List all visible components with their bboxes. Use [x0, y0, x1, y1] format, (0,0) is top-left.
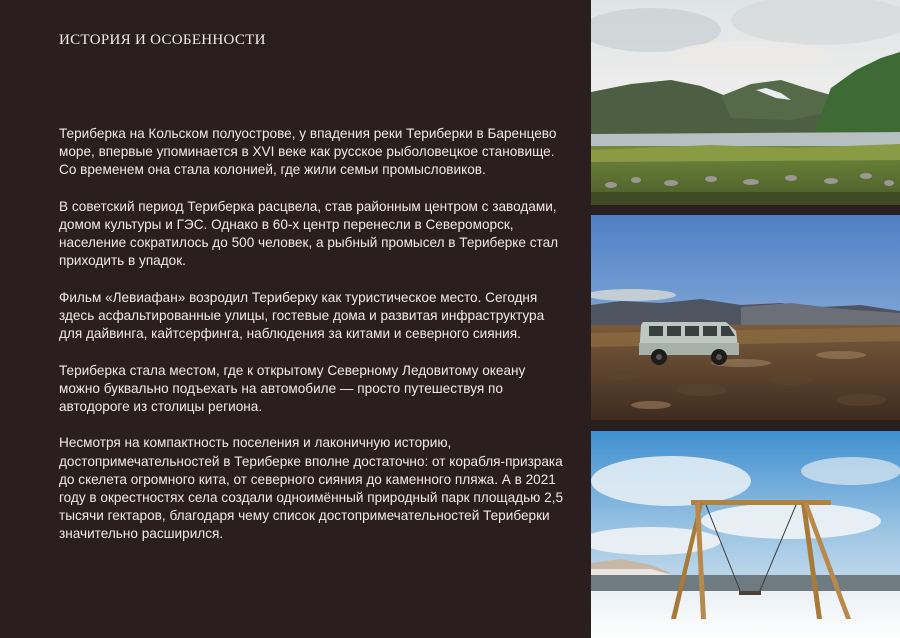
photo-tundra-lake	[591, 0, 900, 205]
paragraph-soviet-period: В советский период Териберка расцвела, став районным центром с заводами, домом культуры и ГЭС. Однако в 60-х центр перенесли в Североморск, население сократилось до 500 человек, а рыбный промысел в Териберке стал приходить в упадок.	[59, 198, 559, 269]
article-body	[59, 125, 569, 562]
snow-swing-illustration	[591, 431, 900, 638]
tundra-lake-illustration	[591, 0, 900, 205]
paragraph-leviathan: Фильм «Левиафан» возродил Териберку как туристическое место. Сегодня здесь асфальтированные улицы, гостевые дома и развитая инфраструктура для дайвинга, кайтсерфинга, наблюдения за китами и северного сияния.	[59, 289, 545, 342]
photo-snow-swing	[591, 431, 900, 638]
paragraph-arctic-ocean: Териберка стала местом, где к открытому Северному Ледовитому океану можно буквально подъехать на автомобиле — просто путешествуя по автодороге из столицы региона.	[59, 362, 526, 414]
photo-column	[591, 0, 900, 638]
van-tundra-illustration	[591, 215, 900, 420]
photo-van-tundra	[591, 215, 900, 420]
paragraph-attractions: Несмотря на компактность поселения и лаконичную историю, достопримечательностей в Териберке вполне достаточно: от корабля-призрака до скелета огромного кита, от северного сияния до каменного пляжа. А в 2021 году в окрестностях села создали одноимённый природный парк площадью 2,5 тысячи гектаров, благодаря чему список достопримечательностей Териберки значительно расширился.	[59, 435, 564, 542]
paragraph-history: Териберка на Кольском полуострове, у впадения реки Териберки в Баренцево море, впервые упоминается в XVI веке как русское рыболовецкое становище. Со временем она стала колонией, где жили семьи промысловиков.	[59, 126, 557, 178]
section-title: ИСТОРИЯ И ОСОБЕННОСТИ	[59, 32, 266, 48]
